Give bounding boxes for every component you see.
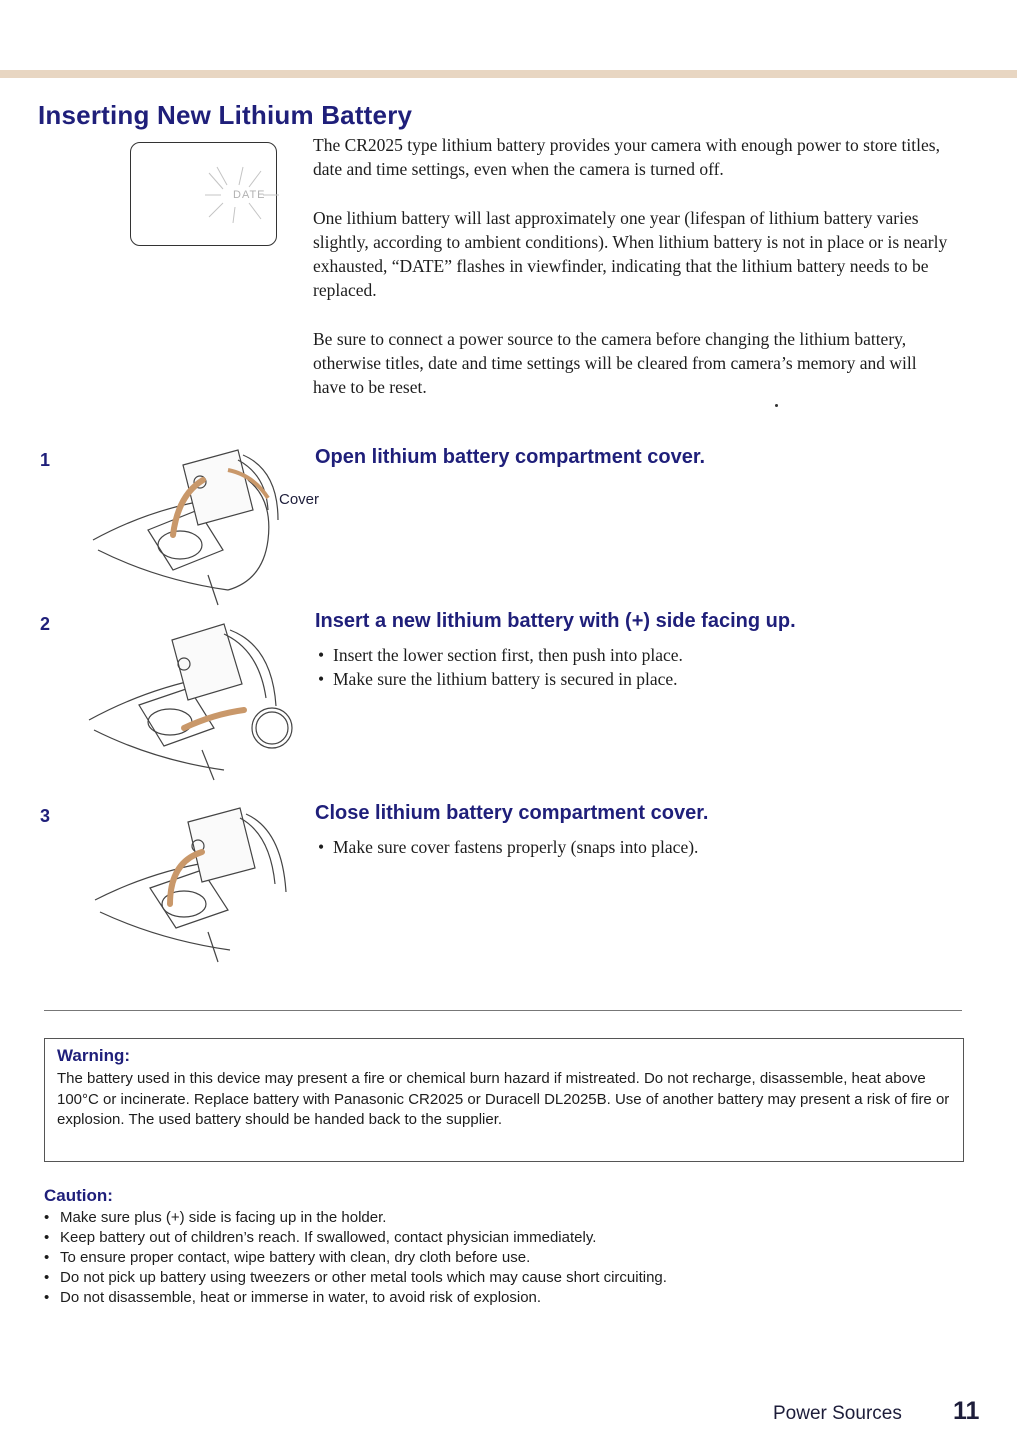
- page-number: 11: [953, 1397, 980, 1425]
- caution-item: • Keep battery out of children’s reach. If swallowed, contact physician immediately.: [44, 1228, 964, 1248]
- caution-list: [44, 1208, 964, 1308]
- viewfinder-illustration: [130, 142, 277, 246]
- step-bullet: • Insert the lower section first, then push into place.: [318, 643, 938, 667]
- caution-item: • Do not pick up battery using tweezers or other metal tools which may cause short circuiting.: [44, 1268, 964, 1288]
- caution-heading: Caution:: [44, 1186, 113, 1205]
- step-number: 3: [40, 806, 51, 826]
- caution-item: • Make sure plus (+) side is facing up in the holder.: [44, 1208, 964, 1228]
- print-speck: [775, 404, 778, 407]
- warning-heading: Warning:: [57, 1046, 131, 1065]
- intro-text: [313, 133, 949, 424]
- step-number: 1: [40, 450, 51, 470]
- step-title: Open lithium battery compartment cover.: [315, 446, 706, 468]
- step-bullet: • Make sure the lithium battery is secured in place.: [318, 667, 938, 691]
- step-bullet-list: [318, 835, 938, 859]
- viewfinder-date-indicator: DATE: [233, 189, 266, 201]
- top-accent-rule: [0, 70, 1017, 78]
- step-title: Insert a new lithium battery with (+) side facing up.: [315, 610, 796, 632]
- step-title: Close lithium battery compartment cover.: [315, 802, 709, 824]
- caution-item: • Do not disassemble, heat or immerse in water, to avoid risk of explosion.: [44, 1288, 964, 1308]
- step-bullet: • Make sure cover fastens properly (snaps into place).: [318, 835, 938, 859]
- step-bullet-list: [318, 643, 938, 691]
- cover-callout-label: Cover: [279, 491, 320, 508]
- footer-section-name: Power Sources: [773, 1403, 902, 1424]
- battery-compartment-open-icon: [88, 440, 283, 610]
- section-divider: [44, 1010, 962, 1011]
- intro-paragraph: One lithium battery will last approximately one year (lifespan of lithium battery varies slightly, according to ambient conditions). When lithium battery is not in place or is nearly exhausted, “DATE” flashes in viewfinder, indicating that the lithium battery needs to be replaced.: [313, 207, 948, 301]
- step-number: 2: [40, 614, 51, 634]
- battery-compartment-close-icon: [90, 800, 290, 970]
- caution-section: [44, 1185, 964, 1308]
- intro-paragraph: The CR2025 type lithium battery provides your camera with enough power to store titles, date and time settings, even when the camera is turned off.: [313, 135, 940, 180]
- battery-insert-icon: [84, 610, 299, 785]
- page-title: Inserting New Lithium Battery: [38, 100, 413, 130]
- caution-item: • To ensure proper contact, wipe battery with clean, dry cloth before use.: [44, 1248, 964, 1268]
- intro-paragraph: Be sure to connect a power source to the camera before changing the lithium battery, otherwise titles, date and time settings will be cleared from camera’s memory and will have to be reset.: [313, 328, 917, 398]
- warning-box: [44, 1038, 964, 1162]
- warning-text: The battery used in this device may present a fire or chemical burn hazard if mistreated. Do not recharge, disassemble, heat above 100°C or incinerate. Replace battery with Panasonic CR2025 or Duracell DL2025B. Use of another battery may present a risk of fire or explosion. The used battery should be handed back to the supplier.: [57, 1070, 950, 1128]
